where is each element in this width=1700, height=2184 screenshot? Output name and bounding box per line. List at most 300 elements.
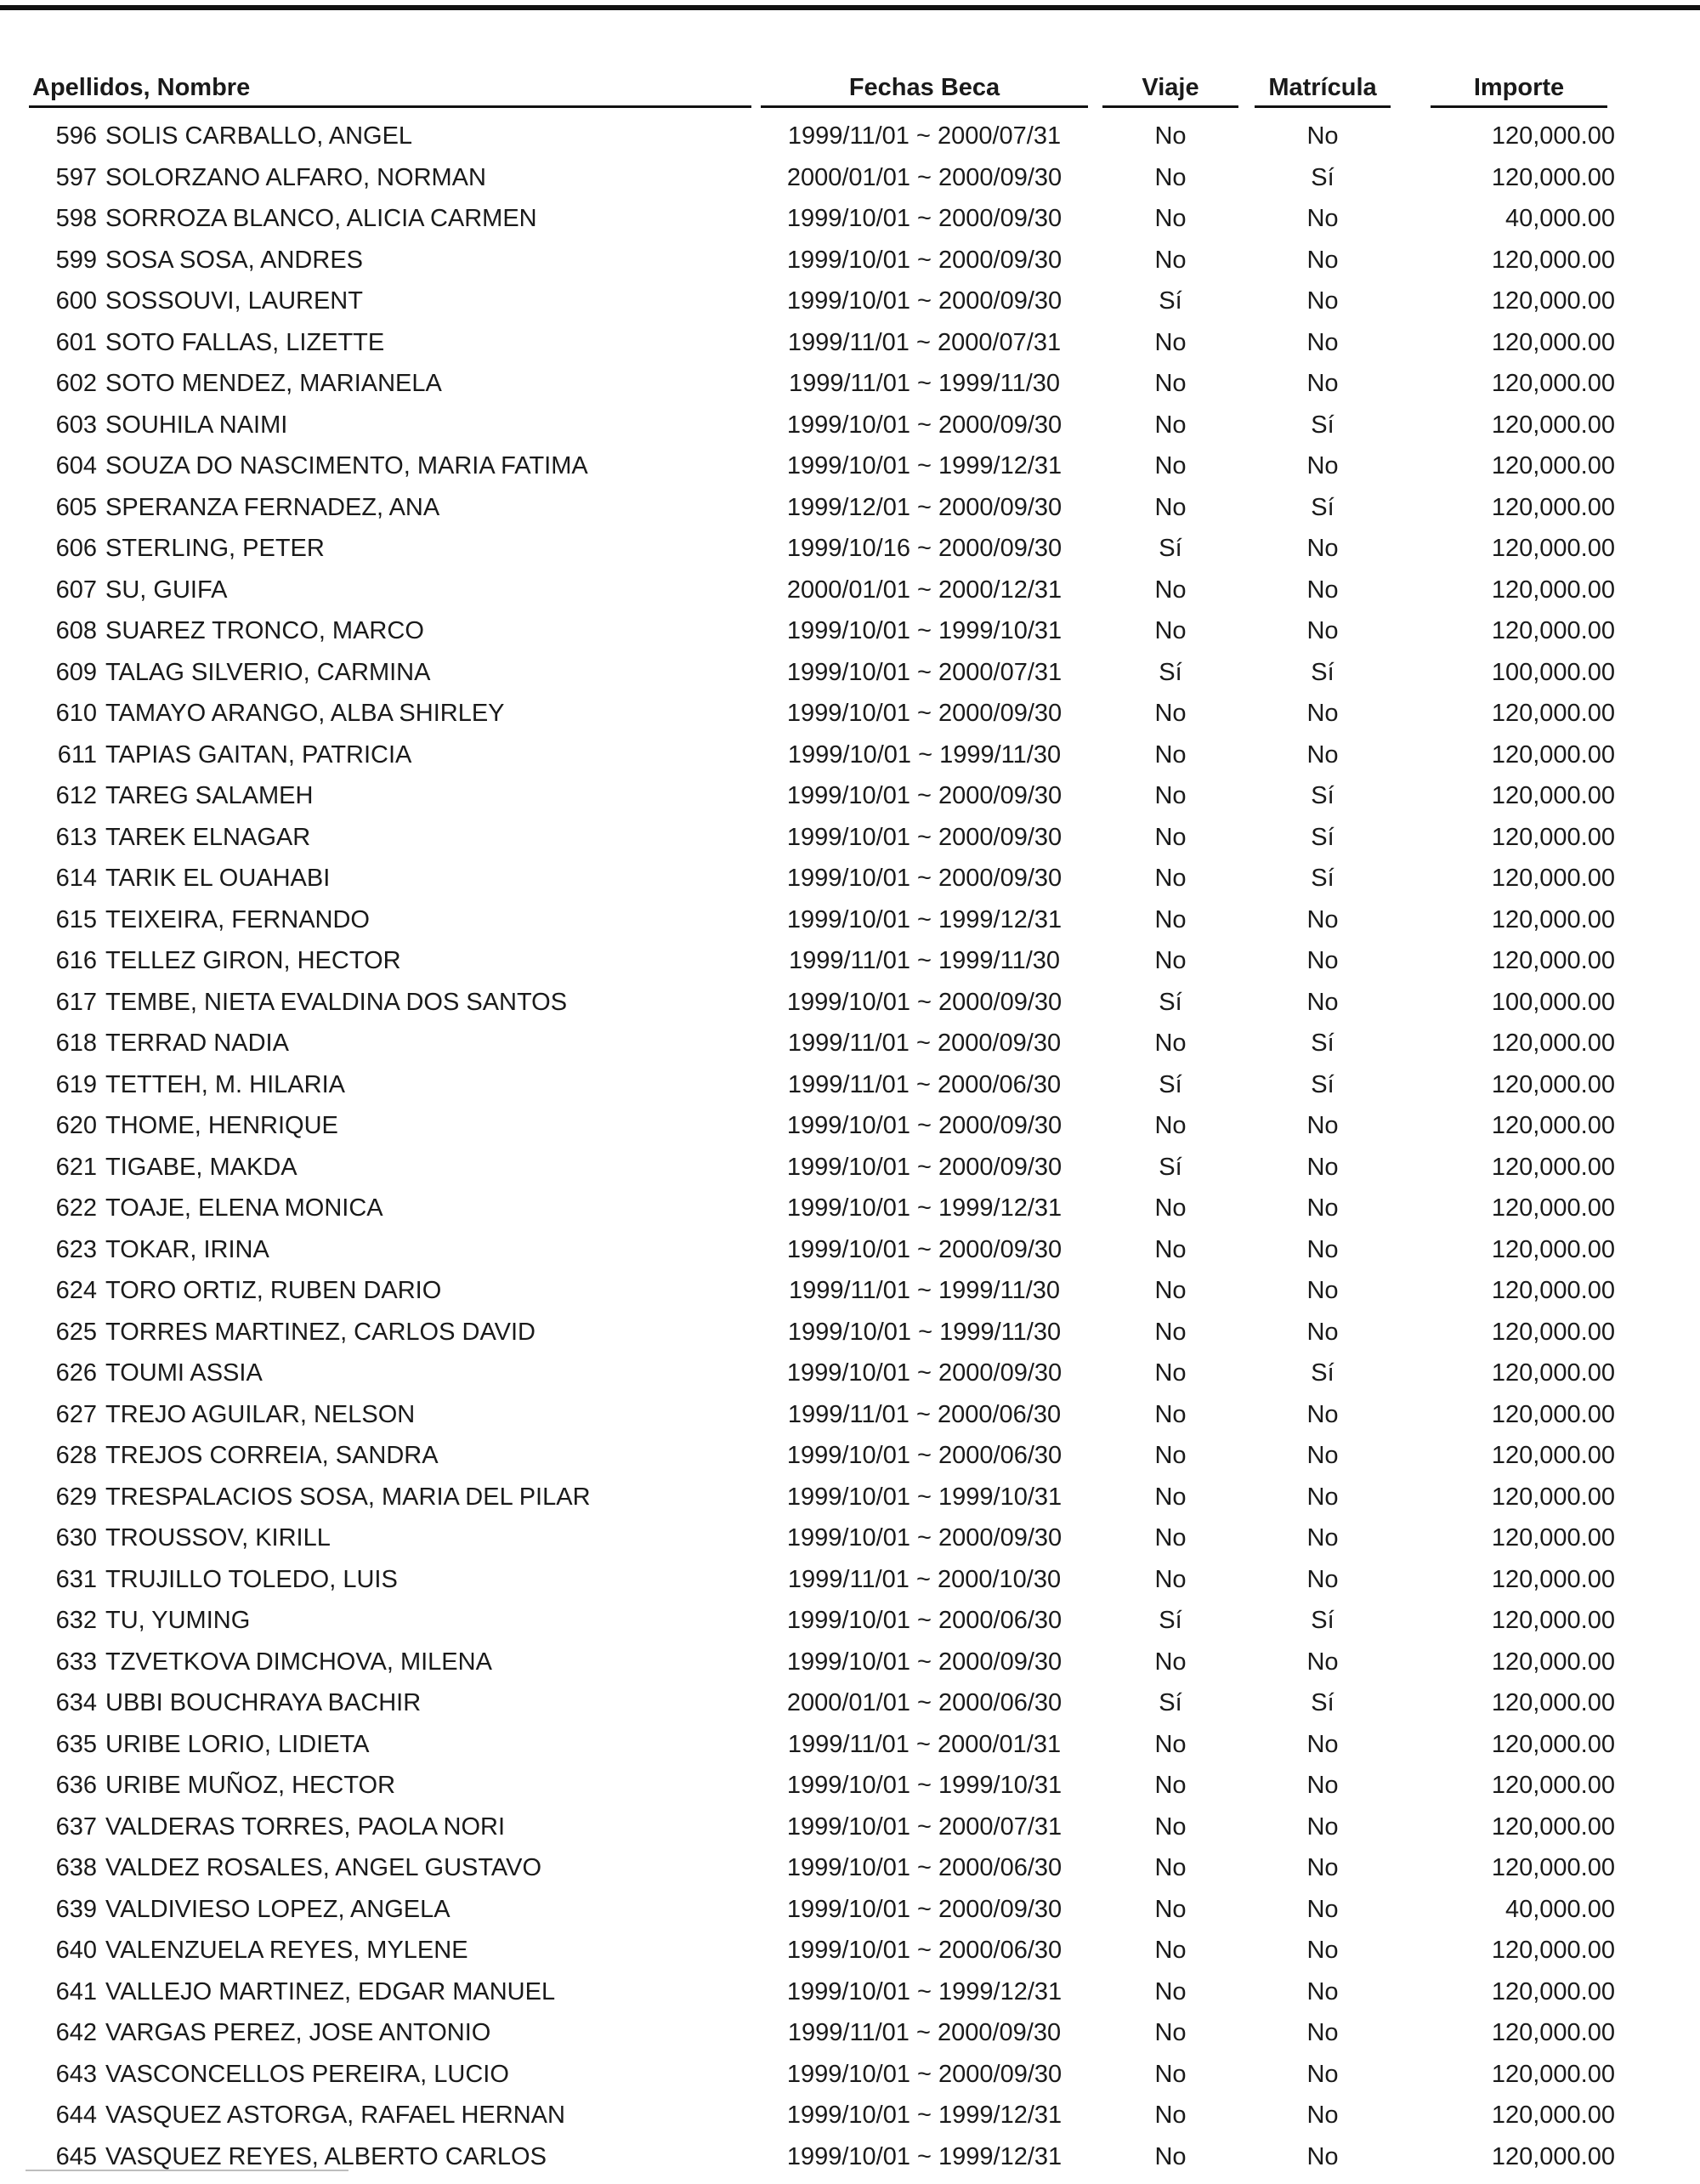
viaje-value: Sí	[1159, 658, 1182, 686]
table-row	[0, 1438, 1700, 1480]
matricula-value: Sí	[1311, 865, 1334, 892]
grant-dates: 1999/11/01 ~ 2000/09/30	[787, 2019, 1062, 2046]
importe-value: 120,000.00	[1491, 905, 1615, 933]
importe-value: 120,000.00	[1491, 1730, 1615, 1758]
header-matricula: Matrícula	[1268, 74, 1377, 101]
recipient-name: TRUJILLO TOLEDO, LUIS	[105, 1565, 398, 1593]
importe-value: 120,000.00	[1491, 865, 1615, 892]
importe-value: 120,000.00	[1491, 2142, 1615, 2170]
recipient-name: TZVETKOVA DIMCHOVA, MILENA	[105, 1648, 492, 1676]
row-number: 611	[57, 740, 97, 769]
matricula-value: No	[1306, 452, 1339, 479]
grant-dates: 1999/10/01 ~ 2000/06/30	[786, 1607, 1062, 1634]
importe-value: 120,000.00	[1491, 1524, 1615, 1551]
table-row	[0, 861, 1700, 903]
matricula-value: Sí	[1311, 1689, 1334, 1716]
matricula-value: No	[1306, 2019, 1339, 2046]
matricula-value: No	[1306, 1648, 1339, 1676]
row-number: 598	[55, 205, 97, 232]
recipient-name: VALDIVIESO LOPEZ, ANGELA	[105, 1895, 450, 1923]
matricula-value: No	[1306, 1772, 1339, 1799]
matricula-value: No	[1306, 1524, 1339, 1551]
viaje-value: Sí	[1159, 535, 1182, 562]
header-underline-viaje	[1102, 105, 1238, 108]
table-row	[0, 1109, 1700, 1150]
table-row	[0, 491, 1700, 532]
matricula-value: No	[1306, 1565, 1339, 1593]
table-row	[0, 1645, 1700, 1687]
recipient-name: TOAJE, ELENA MONICA	[105, 1194, 383, 1222]
table-row	[0, 903, 1700, 945]
grant-dates: 1999/11/01 ~ 2000/09/30	[787, 1030, 1062, 1057]
recipient-name: TOUMI ASSIA	[105, 1359, 263, 1387]
recipient-name: VASQUEZ REYES, ALBERTO CARLOS	[105, 2142, 547, 2170]
table-row	[0, 1068, 1700, 1109]
table-row	[0, 1233, 1700, 1274]
recipient-name: SORROZA BLANCO, ALICIA CARMEN	[105, 205, 537, 232]
table-row	[0, 1521, 1700, 1563]
table-row	[0, 1191, 1700, 1233]
grant-dates: 1999/10/01 ~ 1999/10/31	[786, 1772, 1062, 1799]
table-row	[0, 1563, 1700, 1604]
row-number: 624	[55, 1277, 97, 1304]
row-number: 608	[55, 617, 97, 644]
table-row	[0, 119, 1700, 161]
matricula-value: No	[1306, 700, 1339, 727]
recipient-name: TETTEH, M. HILARIA	[105, 1070, 345, 1098]
grant-dates: 1999/10/01 ~ 2000/09/30	[786, 1648, 1062, 1676]
viaje-value: No	[1154, 452, 1187, 479]
importe-value: 120,000.00	[1491, 2019, 1615, 2046]
table-row	[0, 944, 1700, 985]
viaje-value: No	[1154, 905, 1187, 933]
recipient-name: TERRAD NADIA	[105, 1030, 289, 1057]
viaje-value: No	[1154, 1483, 1187, 1511]
viaje-value: No	[1154, 2060, 1187, 2088]
matricula-value: Sí	[1311, 823, 1334, 851]
viaje-value: No	[1154, 1442, 1187, 1469]
table-row	[0, 284, 1700, 326]
header-underline-name	[29, 105, 751, 108]
importe-value: 120,000.00	[1491, 576, 1615, 604]
bottom-scan-mark	[26, 2170, 348, 2171]
header-name: Apellidos, Nombre	[32, 74, 251, 101]
matricula-value: No	[1306, 287, 1339, 315]
viaje-value: No	[1154, 205, 1187, 232]
row-number: 599	[55, 246, 97, 274]
recipient-name: SOLORZANO ALFARO, NORMAN	[105, 163, 486, 191]
viaje-value: No	[1154, 1648, 1187, 1676]
importe-value: 120,000.00	[1491, 163, 1615, 191]
viaje-value: No	[1154, 1937, 1187, 1964]
importe-value: 120,000.00	[1491, 1030, 1615, 1057]
matricula-value: Sí	[1311, 1030, 1334, 1057]
matricula-value: No	[1306, 1895, 1339, 1923]
header-viaje: Viaje	[1142, 74, 1199, 101]
grant-dates: 1999/10/01 ~ 2000/09/30	[786, 1524, 1062, 1551]
matricula-value: No	[1306, 1812, 1339, 1841]
matricula-value: Sí	[1311, 1359, 1334, 1387]
viaje-value: Sí	[1159, 1607, 1182, 1634]
row-number: 640	[55, 1937, 97, 1964]
viaje-value: No	[1154, 1359, 1187, 1387]
table-row	[0, 2016, 1700, 2057]
row-number: 638	[55, 1854, 97, 1881]
matricula-value: No	[1306, 2142, 1339, 2170]
row-number: 637	[55, 1812, 97, 1841]
recipient-name: VALENZUELA REYES, MYLENE	[105, 1937, 468, 1964]
row-number: 635	[55, 1730, 97, 1758]
importe-value: 40,000.00	[1504, 205, 1615, 232]
row-number: 609	[55, 658, 97, 686]
grant-dates: 1999/10/01 ~ 2000/07/31	[786, 1812, 1062, 1841]
recipient-name: SPERANZA FERNADEZ, ANA	[105, 493, 440, 521]
recipient-name: TORRES MARTINEZ, CARLOS DAVID	[105, 1318, 536, 1346]
grant-table-body	[0, 119, 1700, 2181]
matricula-value: Sí	[1311, 493, 1334, 521]
grant-dates: 1999/11/01 ~ 2000/01/31	[787, 1730, 1062, 1758]
recipient-name: TREJO AGUILAR, NELSON	[105, 1400, 416, 1428]
viaje-value: No	[1154, 1235, 1187, 1263]
grant-dates: 1999/10/01 ~ 2000/09/30	[786, 411, 1062, 439]
recipient-name: SUAREZ TRONCO, MARCO	[105, 617, 424, 644]
table-row	[0, 614, 1700, 655]
viaje-value: No	[1154, 1112, 1187, 1139]
grant-dates: 1999/10/01 ~ 1999/11/30	[787, 1318, 1062, 1346]
matricula-value: Sí	[1311, 1607, 1334, 1634]
importe-value: 120,000.00	[1491, 452, 1615, 479]
row-number: 633	[55, 1648, 97, 1676]
row-number: 641	[55, 1977, 97, 2005]
matricula-value: Sí	[1311, 411, 1334, 439]
table-row	[0, 366, 1700, 408]
viaje-value: Sí	[1159, 988, 1182, 1016]
table-row	[0, 2057, 1700, 2099]
recipient-name: TAMAYO ARANGO, ALBA SHIRLEY	[105, 700, 505, 727]
grant-dates: 1999/11/01 ~ 1999/11/30	[788, 947, 1061, 974]
matricula-value: No	[1306, 2060, 1339, 2088]
recipient-name: THOME, HENRIQUE	[105, 1112, 338, 1139]
header-dates: Fechas Beca	[848, 74, 1000, 101]
grant-dates: 1999/10/01 ~ 2000/09/30	[786, 823, 1062, 851]
viaje-value: No	[1154, 1977, 1187, 2005]
viaje-value: No	[1154, 740, 1187, 769]
table-row	[0, 1480, 1700, 1522]
grant-dates: 1999/10/01 ~ 2000/09/30	[786, 205, 1062, 232]
recipient-name: TARIK EL OUAHABI	[105, 865, 331, 892]
table-row	[0, 655, 1700, 697]
viaje-value: No	[1154, 823, 1187, 851]
viaje-value: No	[1154, 1895, 1187, 1923]
importe-value: 120,000.00	[1491, 740, 1615, 769]
row-number: 621	[55, 1153, 97, 1181]
importe-value: 120,000.00	[1491, 1937, 1615, 1964]
recipient-name: URIBE LORIO, LIDIETA	[105, 1730, 370, 1758]
row-number: 619	[55, 1070, 97, 1098]
viaje-value: No	[1154, 411, 1187, 439]
grant-dates: 1999/11/01 ~ 2000/10/30	[787, 1565, 1062, 1593]
recipient-name: SOLIS CARBALLO, ANGEL	[105, 122, 413, 150]
matricula-value: No	[1306, 1318, 1339, 1346]
table-row	[0, 1851, 1700, 1892]
importe-value: 40,000.00	[1504, 1895, 1615, 1923]
viaje-value: No	[1154, 617, 1187, 644]
recipient-name: TRESPALACIOS SOSA, MARIA DEL PILAR	[105, 1483, 591, 1511]
row-number: 600	[55, 287, 97, 315]
row-number: 623	[55, 1235, 97, 1263]
row-number: 636	[55, 1772, 97, 1799]
row-number: 601	[55, 328, 97, 356]
recipient-name: TU, YUMING	[105, 1607, 251, 1634]
grant-dates: 1999/11/01 ~ 2000/06/30	[787, 1070, 1062, 1098]
viaje-value: No	[1154, 370, 1187, 397]
table-row	[0, 573, 1700, 615]
row-number: 639	[55, 1895, 97, 1923]
row-number: 597	[55, 163, 97, 191]
matricula-value: No	[1306, 246, 1339, 274]
viaje-value: No	[1154, 1854, 1187, 1881]
table-row	[0, 1026, 1700, 1068]
matricula-value: No	[1306, 740, 1339, 769]
recipient-name: SOSSOUVI, LAURENT	[105, 287, 363, 315]
viaje-value: No	[1154, 700, 1187, 727]
grant-dates: 1999/10/01 ~ 1999/10/31	[786, 617, 1062, 644]
grant-dates: 1999/10/01 ~ 2000/09/30	[786, 700, 1062, 727]
recipient-name: UBBI BOUCHRAYA BACHIR	[105, 1689, 422, 1716]
table-row	[0, 1686, 1700, 1727]
table-row	[0, 243, 1700, 285]
row-number: 644	[55, 2102, 97, 2129]
header-importe: Importe	[1473, 74, 1565, 101]
importe-value: 120,000.00	[1491, 782, 1615, 809]
recipient-name: SOTO MENDEZ, MARIANELA	[105, 370, 442, 397]
matricula-value: No	[1306, 535, 1339, 562]
viaje-value: No	[1154, 246, 1187, 274]
table-row	[0, 2098, 1700, 2140]
matricula-value: No	[1306, 1277, 1339, 1304]
table-row	[0, 1810, 1700, 1852]
header-underline-matricula	[1255, 105, 1391, 108]
matricula-value: No	[1306, 328, 1339, 356]
row-number: 642	[55, 2019, 97, 2046]
matricula-value: No	[1306, 122, 1339, 150]
viaje-value: No	[1154, 2019, 1187, 2046]
grant-dates: 1999/10/01 ~ 2000/09/30	[786, 287, 1062, 315]
viaje-value: Sí	[1159, 1070, 1182, 1098]
recipient-name: TAPIAS GAITAN, PATRICIA	[105, 740, 412, 769]
viaje-value: Sí	[1159, 1689, 1182, 1716]
recipient-name: SOUHILA NAIMI	[105, 411, 288, 439]
row-number: 626	[55, 1359, 97, 1387]
importe-value: 120,000.00	[1491, 1112, 1615, 1139]
recipient-name: SOTO FALLAS, LIZETTE	[105, 328, 385, 356]
grant-dates: 1999/10/01 ~ 2000/09/30	[786, 1112, 1062, 1139]
row-number: 605	[55, 493, 97, 521]
table-row	[0, 1933, 1700, 1975]
viaje-value: No	[1154, 1524, 1187, 1551]
viaje-value: No	[1154, 1194, 1187, 1222]
recipient-name: TORO ORTIZ, RUBEN DARIO	[105, 1277, 442, 1304]
table-row	[0, 1398, 1700, 1439]
table-row	[0, 738, 1700, 780]
grant-dates: 1999/11/01 ~ 2000/07/31	[787, 122, 1062, 150]
importe-value: 120,000.00	[1491, 947, 1615, 974]
grant-dates: 2000/01/01 ~ 2000/09/30	[786, 163, 1062, 191]
row-number: 620	[55, 1112, 97, 1139]
matricula-value: No	[1306, 1153, 1339, 1181]
viaje-value: No	[1154, 1318, 1187, 1346]
table-row	[0, 985, 1700, 1027]
viaje-value: No	[1154, 1565, 1187, 1593]
viaje-value: No	[1154, 122, 1187, 150]
importe-value: 120,000.00	[1491, 1812, 1615, 1841]
importe-value: 120,000.00	[1491, 370, 1615, 397]
recipient-name: VARGAS PEREZ, JOSE ANTONIO	[105, 2019, 491, 2046]
viaje-value: No	[1154, 576, 1187, 604]
viaje-value: No	[1154, 328, 1187, 356]
grant-dates: 1999/10/01 ~ 1999/10/31	[786, 1483, 1062, 1511]
row-number: 610	[55, 700, 97, 727]
row-number: 645	[55, 2142, 97, 2170]
matricula-value: Sí	[1311, 1070, 1334, 1098]
importe-value: 120,000.00	[1491, 1359, 1615, 1387]
recipient-name: TAREG SALAMEH	[105, 782, 314, 809]
grant-dates: 1999/11/01 ~ 1999/11/30	[788, 1277, 1061, 1304]
table-row	[0, 326, 1700, 367]
row-number: 629	[55, 1483, 97, 1511]
row-number: 618	[55, 1030, 97, 1057]
row-number: 604	[55, 452, 97, 479]
viaje-value: No	[1154, 2102, 1187, 2129]
importe-value: 120,000.00	[1491, 1854, 1615, 1881]
grant-dates: 1999/10/01 ~ 2000/09/30	[786, 1235, 1062, 1263]
table-row	[0, 408, 1700, 450]
table-row	[0, 1356, 1700, 1398]
table-row	[0, 1727, 1700, 1769]
viaje-value: No	[1154, 1400, 1187, 1428]
row-number: 622	[55, 1194, 97, 1222]
importe-value: 120,000.00	[1491, 1607, 1615, 1634]
importe-value: 120,000.00	[1491, 328, 1615, 356]
grant-dates: 1999/12/01 ~ 2000/09/30	[786, 493, 1062, 521]
viaje-value: No	[1154, 493, 1187, 521]
matricula-value: No	[1306, 1235, 1339, 1263]
row-number: 615	[55, 905, 97, 933]
matricula-value: No	[1306, 576, 1339, 604]
recipient-name: SOUZA DO NASCIMENTO, MARIA FATIMA	[105, 452, 588, 479]
grant-dates: 2000/01/01 ~ 2000/12/31	[786, 576, 1062, 604]
grant-dates: 1999/10/01 ~ 1999/12/31	[786, 452, 1062, 479]
recipient-name: TELLEZ GIRON, HECTOR	[105, 947, 401, 974]
header-underline-dates	[761, 105, 1088, 108]
recipient-name: TEIXEIRA, FERNANDO	[105, 905, 370, 933]
viaje-value: No	[1154, 2142, 1187, 2170]
row-number: 643	[55, 2060, 97, 2088]
viaje-value: No	[1154, 1277, 1187, 1304]
table-row	[0, 1975, 1700, 2017]
table-row	[0, 820, 1700, 862]
recipient-name: TIGABE, MAKDA	[105, 1153, 298, 1181]
row-number: 627	[55, 1400, 97, 1428]
matricula-value: No	[1306, 1854, 1339, 1881]
matricula-value: No	[1306, 370, 1339, 397]
row-number: 617	[55, 988, 97, 1016]
grant-dates: 1999/11/01 ~ 1999/11/30	[788, 370, 1061, 397]
importe-value: 120,000.00	[1491, 1318, 1615, 1346]
grant-dates: 1999/10/01 ~ 2000/09/30	[786, 246, 1062, 274]
grant-dates: 1999/10/01 ~ 2000/09/30	[786, 988, 1062, 1016]
importe-value: 120,000.00	[1491, 1194, 1615, 1222]
grant-dates: 1999/10/01 ~ 1999/11/30	[787, 740, 1062, 769]
matricula-value: No	[1306, 2102, 1339, 2129]
recipient-name: STERLING, PETER	[105, 535, 325, 562]
recipient-name: TEMBE, NIETA EVALDINA DOS SANTOS	[105, 988, 568, 1016]
importe-value: 120,000.00	[1491, 287, 1615, 315]
viaje-value: Sí	[1159, 1153, 1182, 1181]
recipient-name: TREJOS CORREIA, SANDRA	[105, 1442, 439, 1469]
importe-value: 120,000.00	[1491, 246, 1615, 274]
row-number: 607	[55, 576, 97, 604]
recipient-name: TROUSSOV, KIRILL	[105, 1524, 331, 1551]
grant-dates: 1999/10/01 ~ 2000/06/30	[786, 1854, 1062, 1881]
grant-dates: 1999/10/01 ~ 1999/12/31	[786, 2102, 1062, 2129]
viaje-value: No	[1154, 163, 1187, 191]
grant-dates: 1999/10/01 ~ 1999/12/31	[786, 1194, 1062, 1222]
recipient-name: URIBE MUÑOZ, HECTOR	[105, 1772, 396, 1799]
matricula-value: No	[1306, 905, 1339, 933]
row-number: 614	[55, 865, 97, 892]
matricula-value: No	[1306, 1112, 1339, 1139]
matricula-value: No	[1306, 1730, 1339, 1758]
grant-dates: 1999/10/01 ~ 2000/09/30	[786, 1895, 1062, 1923]
matricula-value: No	[1306, 1442, 1339, 1469]
grant-dates: 1999/11/01 ~ 2000/07/31	[787, 328, 1062, 356]
row-number: 631	[55, 1565, 97, 1593]
importe-value: 120,000.00	[1491, 1442, 1615, 1469]
table-row	[0, 1274, 1700, 1315]
matricula-value: No	[1306, 1483, 1339, 1511]
table-row	[0, 1768, 1700, 1810]
grant-dates: 1999/10/01 ~ 1999/12/31	[786, 905, 1062, 933]
row-number: 625	[55, 1318, 97, 1346]
grant-dates: 1999/10/01 ~ 2000/07/31	[786, 658, 1062, 686]
grant-dates: 1999/10/01 ~ 2000/09/30	[786, 2060, 1062, 2088]
importe-value: 120,000.00	[1491, 1689, 1615, 1716]
table-row	[0, 1603, 1700, 1645]
importe-value: 120,000.00	[1491, 1070, 1615, 1098]
matricula-value: No	[1306, 1194, 1339, 1222]
importe-value: 120,000.00	[1491, 1977, 1615, 2005]
viaje-value: No	[1154, 947, 1187, 974]
row-number: 634	[55, 1689, 97, 1716]
recipient-name: VALDERAS TORRES, PAOLA NORI	[105, 1812, 506, 1841]
recipient-name: SOSA SOSA, ANDRES	[105, 246, 363, 274]
row-number: 630	[55, 1524, 97, 1551]
importe-value: 120,000.00	[1491, 1772, 1615, 1799]
viaje-value: No	[1154, 865, 1187, 892]
importe-value: 100,000.00	[1491, 988, 1615, 1016]
grant-dates: 1999/10/01 ~ 1999/12/31	[786, 1977, 1062, 2005]
importe-value: 120,000.00	[1491, 493, 1615, 521]
table-row	[0, 201, 1700, 243]
grant-dates: 1999/10/01 ~ 2000/06/30	[786, 1442, 1062, 1469]
table-row	[0, 2140, 1700, 2181]
importe-value: 120,000.00	[1491, 1565, 1615, 1593]
row-number: 606	[55, 535, 97, 562]
recipient-name: VALLEJO MARTINEZ, EDGAR MANUEL	[105, 1977, 556, 2005]
grant-dates: 1999/10/01 ~ 2000/09/30	[786, 1153, 1062, 1181]
header-underline-importe	[1431, 105, 1607, 108]
